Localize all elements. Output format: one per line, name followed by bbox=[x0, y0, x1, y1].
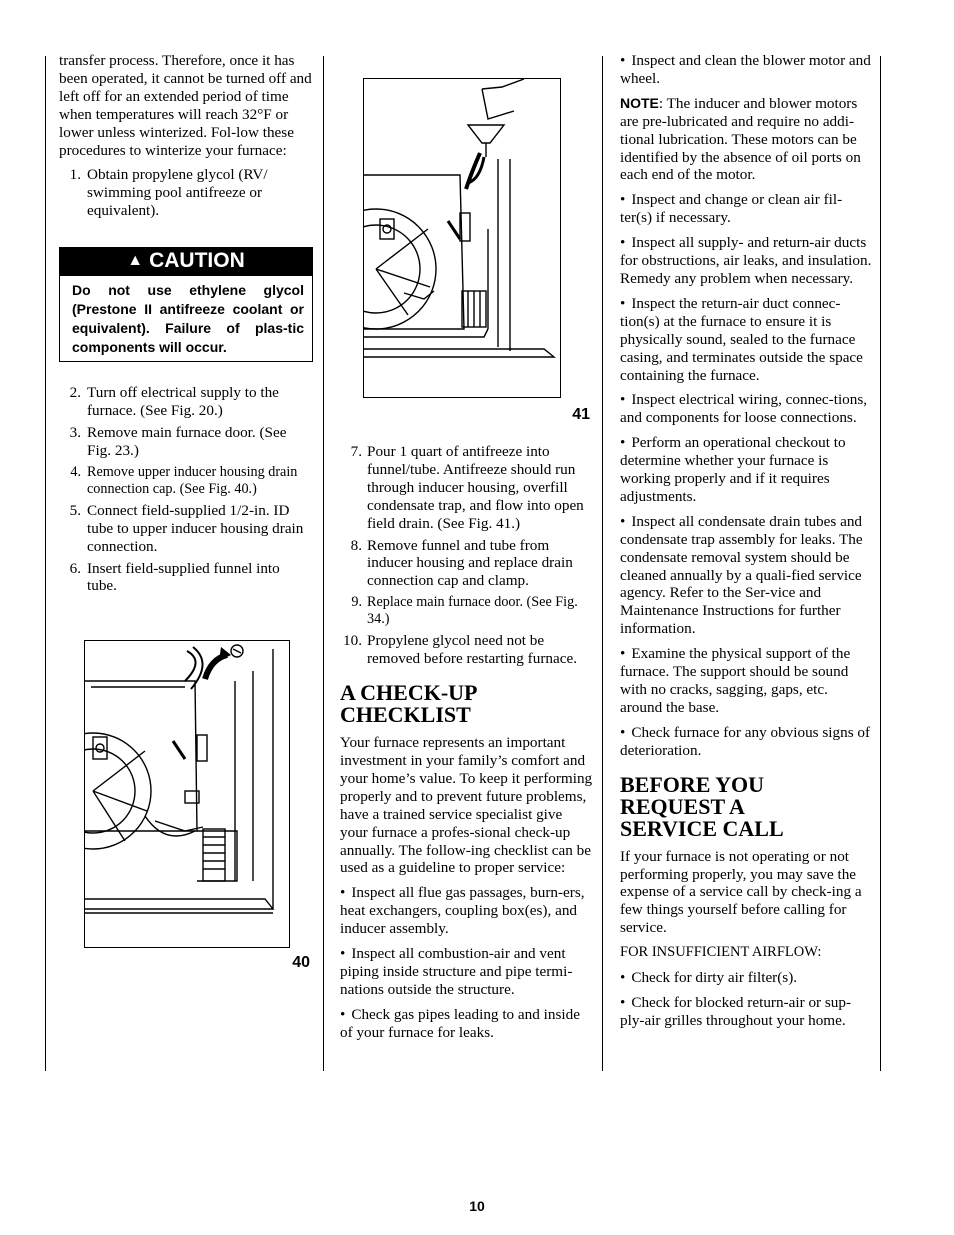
checklist-item: • Check for dirty air filter(s). bbox=[620, 969, 798, 987]
service-call-intro: If your furnace is not operating or not performing properly, you may save the expense of a service call by check-ing a few things yourself before calling for service. bbox=[620, 847, 862, 937]
step-number: 2. bbox=[69, 384, 81, 402]
checklist-item: • Inspect all condensate drain tubes and condensate trap assembly for leaks. The condensate removal system should be cleaned annually by a quali-fied service agency. Refer to the Ser-vice and Maintenance Instructions for further information. bbox=[620, 512, 863, 638]
checklist-text: Inspect and change or clean air fil-ter(s) if necessary. bbox=[620, 191, 843, 227]
heading-line: BEFORE YOU bbox=[620, 771, 765, 797]
step-text: Insert field-supplied funnel into tube. bbox=[87, 559, 280, 595]
step-number: 4. bbox=[70, 463, 81, 480]
funnel-antifreeze-drawing bbox=[364, 79, 560, 397]
steps-list-c bbox=[340, 443, 593, 668]
step-item bbox=[340, 443, 593, 533]
figure-41-illustration bbox=[363, 78, 561, 398]
figure-40-number: 40 bbox=[292, 954, 310, 971]
checklist-item: • Examine the physical support of the furnace. The support should be sound with no cracks, sagging, gaps, etc. around the base. bbox=[620, 645, 851, 716]
checklist-item: • Check furnace for any obvious signs of deterioration. bbox=[620, 723, 871, 759]
checklist-item: • Check for blocked return-air or sup-ply-air grilles throughout your home. bbox=[620, 993, 852, 1029]
checklist-text: Perform an operational checkout to determine whether your furnace is working properly and if it requires adjustments. bbox=[620, 434, 846, 505]
checkup-intro: Your furnace represents an important investment in your family’s comfort and your home’s value. To keep it performing properly and to prevent future problems, have a trained service specialist give your furnace a profes-sional check-up annually. The follow-ing checklist can be used as a guideline to proper service: bbox=[340, 734, 593, 877]
caution-header bbox=[60, 248, 312, 276]
checklist-text: Inspect and clean the blower motor and wheel. bbox=[620, 52, 871, 87]
step-item bbox=[59, 424, 313, 460]
service-call-heading bbox=[620, 771, 872, 841]
caution-box bbox=[59, 247, 313, 362]
figure-41-number: 41 bbox=[572, 406, 590, 423]
step-item bbox=[340, 632, 593, 668]
step-item bbox=[340, 537, 593, 591]
step-item bbox=[59, 502, 313, 556]
column-rule-right bbox=[880, 56, 881, 1071]
column-2 bbox=[340, 443, 593, 1049]
step-number: 8. bbox=[350, 536, 362, 554]
column-rule-left bbox=[45, 56, 46, 1071]
caution-title: CAUTION bbox=[149, 249, 245, 273]
checklist-item: • Inspect and change or clean air fil-ter(s) if necessary. bbox=[620, 191, 843, 227]
checklist-text: Inspect all condensate drain tubes and condensate trap assembly for leaks. The condensate removal system should be cleaned annually by a quali-fied service agency. Refer to the Ser-vice and Maintenance Instructions for further information. bbox=[620, 512, 863, 638]
step-number: 5. bbox=[69, 501, 81, 519]
heading-line: REQUEST A bbox=[620, 793, 745, 819]
column-rule-mid-2 bbox=[602, 56, 603, 1071]
step-item bbox=[59, 464, 313, 498]
checklist-item: • Check gas pipes leading to and inside of your furnace for leaks. bbox=[340, 1005, 580, 1041]
step-number: 7. bbox=[350, 443, 362, 460]
checklist-item: • Inspect and clean the blower motor and wheel. bbox=[620, 52, 871, 87]
warning-triangle-icon: ▲ bbox=[127, 252, 144, 270]
step-text: Turn off electrical supply to the furnace. (See Fig. 20.) bbox=[87, 384, 279, 420]
column-3 bbox=[620, 52, 872, 1037]
step-item bbox=[340, 594, 593, 628]
step-number: 6. bbox=[69, 559, 81, 577]
winterize-intro: transfer process. Therefore, once it has been operated, it cannot be turned off and left off for an extended period of time when temperatures will reach 32°F or lower unless winterized. Fol-low these procedures to winterize your furnace: bbox=[59, 52, 312, 159]
checklist-text: Inspect electrical wiring, connec-tions, and components for loose connections. bbox=[620, 391, 868, 427]
caution-text: Do not use ethylene glycol (Prestone II antifreeze coolant or equivalent). Failure of plas-tic components will occur. bbox=[72, 282, 304, 356]
checklist-text: Inspect all flue gas passages, burn-ers, heat exchangers, coupling box(es), and inducer assembly. bbox=[340, 884, 585, 938]
step-text: Pour 1 quart of antifreeze into funnel/tube. Antifreeze should run through inducer housing, overfill condensate trap, and flow into open field drain. (See Fig. 41.) bbox=[367, 443, 584, 532]
inducer-housing-drawing bbox=[85, 641, 289, 947]
airflow-subheading: FOR INSUFFICIENT AIRFLOW: bbox=[620, 944, 822, 961]
note-label: NOTE bbox=[620, 94, 659, 111]
checklist-text: Inspect the return-air duct connec-tion(s) at the furnace to ensure it is physically sound, sealed to the furnace casing, and terminates outside the space containing the furnace. bbox=[620, 294, 863, 384]
step-text: Connect field-supplied 1/2-in. ID tube to upper inducer housing drain connection. bbox=[87, 501, 304, 555]
steps-list-b bbox=[59, 384, 313, 595]
checklist-text: Check furnace for any obvious signs of deterioration. bbox=[620, 723, 871, 759]
step-item bbox=[59, 384, 313, 420]
column-1 bbox=[59, 52, 313, 603]
checklist-item: • Inspect electrical wiring, connec-tions, and components for loose connections. bbox=[620, 391, 868, 427]
step-text: Replace main furnace door. (See Fig. 34.) bbox=[367, 594, 578, 628]
checklist-item: • Inspect all flue gas passages, burn-ers, heat exchangers, coupling box(es), and inducer assembly. bbox=[340, 884, 585, 938]
heading-line: CHECKLIST bbox=[340, 702, 471, 728]
column-rule-mid-1 bbox=[323, 56, 324, 1071]
heading-line: A CHECK-UP bbox=[340, 680, 478, 706]
checklist-text: Check gas pipes leading to and inside of your furnace for leaks. bbox=[340, 1005, 580, 1041]
checklist-item: • Inspect the return-air duct connec-tion(s) at the furnace to ensure it is physically sound, sealed to the furnace casing, and terminates outside the space containing the furnace. bbox=[620, 294, 863, 384]
motor-note bbox=[620, 95, 872, 185]
step-text: Remove funnel and tube from inducer housing and replace drain connection cap and clamp. bbox=[367, 536, 573, 590]
heading-line: SERVICE CALL bbox=[620, 815, 784, 841]
step-item bbox=[59, 560, 313, 596]
checklist-text: Check for dirty air filter(s). bbox=[631, 969, 798, 987]
checklist-item: • Perform an operational checkout to determine whether your furnace is working properly and if it requires adjustments. bbox=[620, 434, 846, 505]
step-number: 9. bbox=[351, 594, 362, 611]
checklist-text: Inspect all supply- and return-air ducts for obstructions, air leaks, and insulation. Remedy any problem when necessary. bbox=[620, 234, 872, 287]
checklist-item: • Inspect all supply- and return-air ducts for obstructions, air leaks, and insulation. Remedy any problem when necessary. bbox=[620, 234, 872, 287]
checklist-text: Inspect all combustion-air and vent piping inside structure and pipe termi-nations outside the structure. bbox=[340, 945, 573, 998]
step-text: Remove main furnace door. (See Fig. 23.) bbox=[87, 423, 287, 459]
steps-list-a bbox=[59, 166, 313, 220]
step-text: Remove upper inducer housing drain connection cap. (See Fig. 40.) bbox=[87, 463, 298, 497]
checklist-text: Check for blocked return-air or sup-ply-air grilles throughout your home. bbox=[620, 993, 852, 1029]
checklist-item: • Inspect all combustion-air and vent piping inside structure and pipe termi-nations outside the structure. bbox=[340, 945, 573, 998]
step-item bbox=[59, 166, 313, 220]
step-number: 1. bbox=[69, 166, 81, 184]
checklist-text: Examine the physical support of the furnace. The support should be sound with no cracks, sagging, gaps, etc. around the base. bbox=[620, 645, 851, 716]
checkup-checklist-heading bbox=[340, 682, 593, 726]
figure-40-illustration bbox=[84, 640, 290, 948]
step-text: Propylene glycol need not be removed before restarting furnace. bbox=[367, 632, 577, 668]
step-number: 10. bbox=[343, 632, 362, 650]
step-text: Obtain propylene glycol (RV/ swimming pool antifreeze or equivalent). bbox=[87, 166, 268, 220]
note-text: : The inducer and blower motors are pre-lubricated and require no addi-tional lubrication. These motors can be identified by the absence of oil ports on each end of the motor. bbox=[620, 94, 861, 184]
step-number: 3. bbox=[69, 423, 81, 441]
page-number: 10 bbox=[469, 1198, 485, 1214]
